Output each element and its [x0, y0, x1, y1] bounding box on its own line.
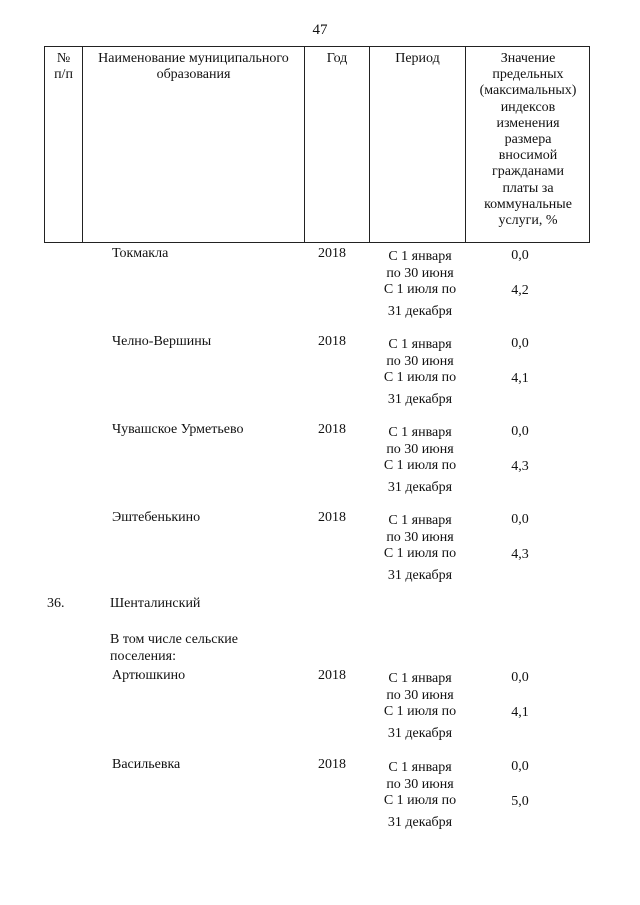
settlement-name: Эштебенькино [112, 510, 201, 525]
value-first-half: 0,0 [511, 512, 529, 527]
value-first-half: 0,0 [511, 336, 529, 351]
year-cell: 2018 [318, 334, 346, 349]
value-first-half: 0,0 [511, 424, 529, 439]
table-header [44, 46, 590, 243]
district-number: 36. [47, 596, 65, 611]
settlement-name: Васильевка [112, 757, 181, 772]
value-second-half: 4,3 [511, 459, 529, 474]
period-second-half: С 1 июля по 31 декабря [383, 370, 457, 407]
year-cell: 2018 [318, 510, 346, 525]
period-first-half: С 1 января по 30 июня [386, 337, 454, 369]
period-first-half: С 1 января по 30 июня [386, 513, 454, 545]
period-second-half: С 1 июля по 31 декабря [383, 793, 457, 830]
period-second-half: С 1 июля по 31 декабря [383, 704, 457, 741]
year-cell: 2018 [318, 757, 346, 772]
year-cell: 2018 [318, 422, 346, 437]
value-second-half: 4,1 [511, 371, 529, 386]
district-name: Шенталинский [110, 596, 201, 611]
settlement-name: Чувашское Урметьево [112, 422, 244, 437]
settlement-name: Токмакла [112, 246, 169, 261]
year-cell: 2018 [318, 668, 346, 683]
period-second-half: С 1 июля по 31 декабря [383, 546, 457, 583]
value-first-half: 0,0 [511, 248, 529, 263]
value-second-half: 4,3 [511, 547, 529, 562]
period-first-half: С 1 января по 30 июня [386, 425, 454, 457]
subheading: В том числе сельские поселения: [110, 632, 239, 664]
header-num: № п/п [54, 51, 73, 82]
period-second-half: С 1 июля по 31 декабря [383, 458, 457, 495]
page-number: 47 [312, 22, 328, 38]
settlement-name: Челно-Вершины [112, 334, 212, 349]
header-name: Наименование муниципального образования [98, 51, 289, 82]
period-second-half: С 1 июля по 31 декабря [383, 282, 457, 319]
header-period: Период [395, 51, 440, 66]
value-second-half: 4,1 [511, 705, 529, 720]
period-first-half: С 1 января по 30 июня [386, 760, 454, 792]
settlement-name: Артюшкино [112, 668, 186, 683]
value-first-half: 0,0 [511, 670, 529, 685]
period-first-half: С 1 января по 30 июня [386, 671, 454, 703]
header-year: Год [326, 51, 348, 66]
period-first-half: С 1 января по 30 июня [386, 249, 454, 281]
value-second-half: 5,0 [511, 794, 529, 809]
header-value: Значение предельных (максимальных) индексов изменения размера вносимой гражданами платы за коммунальные услуги, % [479, 51, 577, 229]
value-first-half: 0,0 [511, 759, 529, 774]
value-second-half: 4,2 [511, 283, 529, 298]
year-cell: 2018 [318, 246, 346, 261]
